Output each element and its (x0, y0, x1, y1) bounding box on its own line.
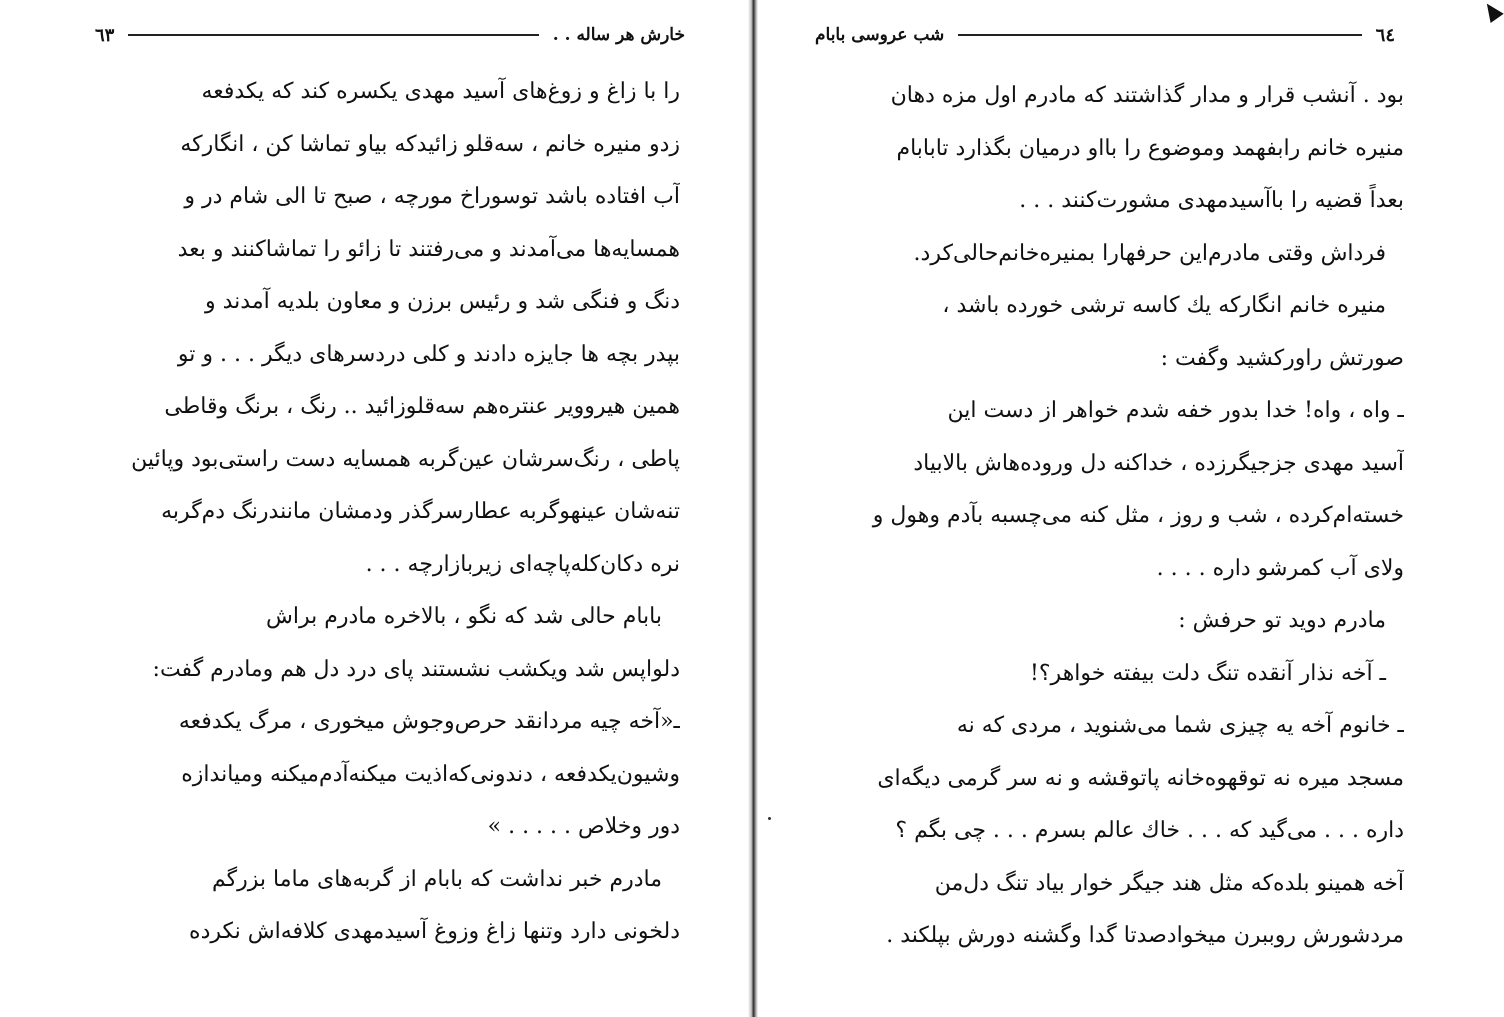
left-header-rule (128, 34, 538, 36)
text-line: آب افتاده باشد توسوراخ مورچه ، صبح تا الی شام در و (184, 184, 680, 209)
speck-mark (768, 817, 771, 820)
text-line: بپدر بچه ها جایزه دادند و کلی دردسرهای دیگر . . . و تو (177, 341, 680, 367)
text-line: ـ واه ، واه! خدا بدور خفه شدم خواهر از دست این (947, 398, 1404, 423)
text-line: بابام حالی شد که نگو ، بالاخره مادرم براش (266, 604, 662, 629)
text-line: خسته‌ام‌کرده ، شب و روز ، مثل کنه می‌چسبه بآدم وهول و (872, 503, 1404, 528)
right-header-title: شب عروسی بابام (815, 25, 945, 45)
text-line: ـ آخه نذار آنقده تنگ دلت بیفته خواهر؟! (1030, 660, 1386, 686)
text-line: همسایه‌ها می‌آمدند و می‌رفتند تا زائو را تماشاکنند و بعد (177, 236, 680, 262)
text-line: بعداً قضیه را باآسیدمهدی مشورت‌کنند . . . (1019, 188, 1404, 213)
mouse-cursor-icon (1480, 0, 1503, 23)
text-line: منیره خانم انگارکه یك کاسه ترشی خورده باشد ، (942, 293, 1386, 318)
text-line: ـ خانوم آخه یه چیزی شما می‌شنوید ، مردی که نه (956, 713, 1404, 738)
text-line: پاطی ، رنگ‌سرشان عین‌گربه همسایه دست راستی‌بود وپائین (131, 446, 680, 472)
text-line: منیره خانم رابفهمد وموضوع را باا‌و درمیان بگذارد تابابام (896, 135, 1404, 161)
text-line: آسید مهدی جزجیگرزده ، خداکنه دل وروده‌هاش بالابیاد (913, 450, 1404, 476)
left-body-text (80, 66, 680, 959)
text-line: مادرم دوید تو حرفش : (1178, 608, 1386, 633)
right-header-rule (958, 34, 1361, 36)
right-page (760, 0, 1504, 1017)
right-body-text (822, 70, 1404, 963)
text-line: همین هیروویر عنتره‌هم سه‌قلوزائید .. رنگ ، برنگ وقاطی (164, 394, 680, 419)
text-line: دور وخلاص . . . . . » (487, 814, 680, 839)
book-gutter (748, 0, 758, 1017)
right-page-number: ٦٤ (1375, 24, 1395, 46)
right-running-header (815, 20, 1395, 50)
text-line: مسجد میره نه توقهوه‌خانه پاتوقشه و نه سر گرمی دیگه‌ای (877, 765, 1404, 791)
text-line: دلواپس شد ویکشب نشستند پای درد دل هم ومادرم گفت: (152, 656, 680, 682)
left-page (0, 0, 745, 1017)
text-line: صورتش راورکشید وگفت : (1160, 345, 1404, 371)
text-line: بود . آنشب قرار و مدار گذاشتند که مادرم اول مزه دهان (890, 83, 1404, 108)
text-line: ولای آب کمرشو داره . . . . (1156, 555, 1404, 581)
left-page-number: ٦٣ (95, 24, 115, 46)
text-line: آخه همینو بلده‌که مثل هند جیگر خوار بیاد تنگ دل‌من (934, 870, 1404, 896)
text-line: دنگ و فنگی شد و رئیس برزن و معاون بلدیه آمدند و (205, 289, 680, 314)
text-line: وشیون‌یکدفعه ، دندونی‌که‌اذیت میکنه‌آدم‌میکنه ومیاندازه (181, 761, 680, 787)
text-line: نره دکان‌کله‌پاچه‌ای زیربازارچه . . . (365, 551, 680, 577)
text-line: را با زاغ و زوغ‌های آسید مهدی یکسره کند که یکدفعه (201, 79, 680, 104)
text-line: تنه‌شان عینهوگربه عطارسرگذر ودمشان مانندرنگ دم‌گربه (161, 499, 680, 524)
left-running-header (95, 20, 685, 50)
text-line: ـ«آخه چیه مردانقد حرص‌وجوش میخوری ، مرگ یکدفعه (178, 709, 680, 734)
text-line: داره . . . می‌گید که . . . خاك عالم بسرم . . . چی بگم ؟ (895, 818, 1404, 843)
text-line: زدو منیره خانم ، سه‌قلو زائیدکه بیاو تماشا کن ، انگارکه (180, 131, 680, 157)
text-line: دلخونی دارد وتنها زاغ وزوغ آسیدمهدی کلافه‌اش نکرده (189, 919, 680, 944)
text-line: فرداش وقتی مادرم‌این حرفهارا بمنیره‌خانم‌حالی‌کرد. (913, 240, 1386, 266)
text-line: مادرم خبر نداشت که بابام از گربه‌های ماما بزرگم (212, 866, 662, 892)
left-header-title: خارش هر ساله . . (552, 25, 685, 45)
text-line: مردشورش روببرن میخوادصدتا گدا وگشنه دورش بپلکند . (886, 923, 1404, 948)
